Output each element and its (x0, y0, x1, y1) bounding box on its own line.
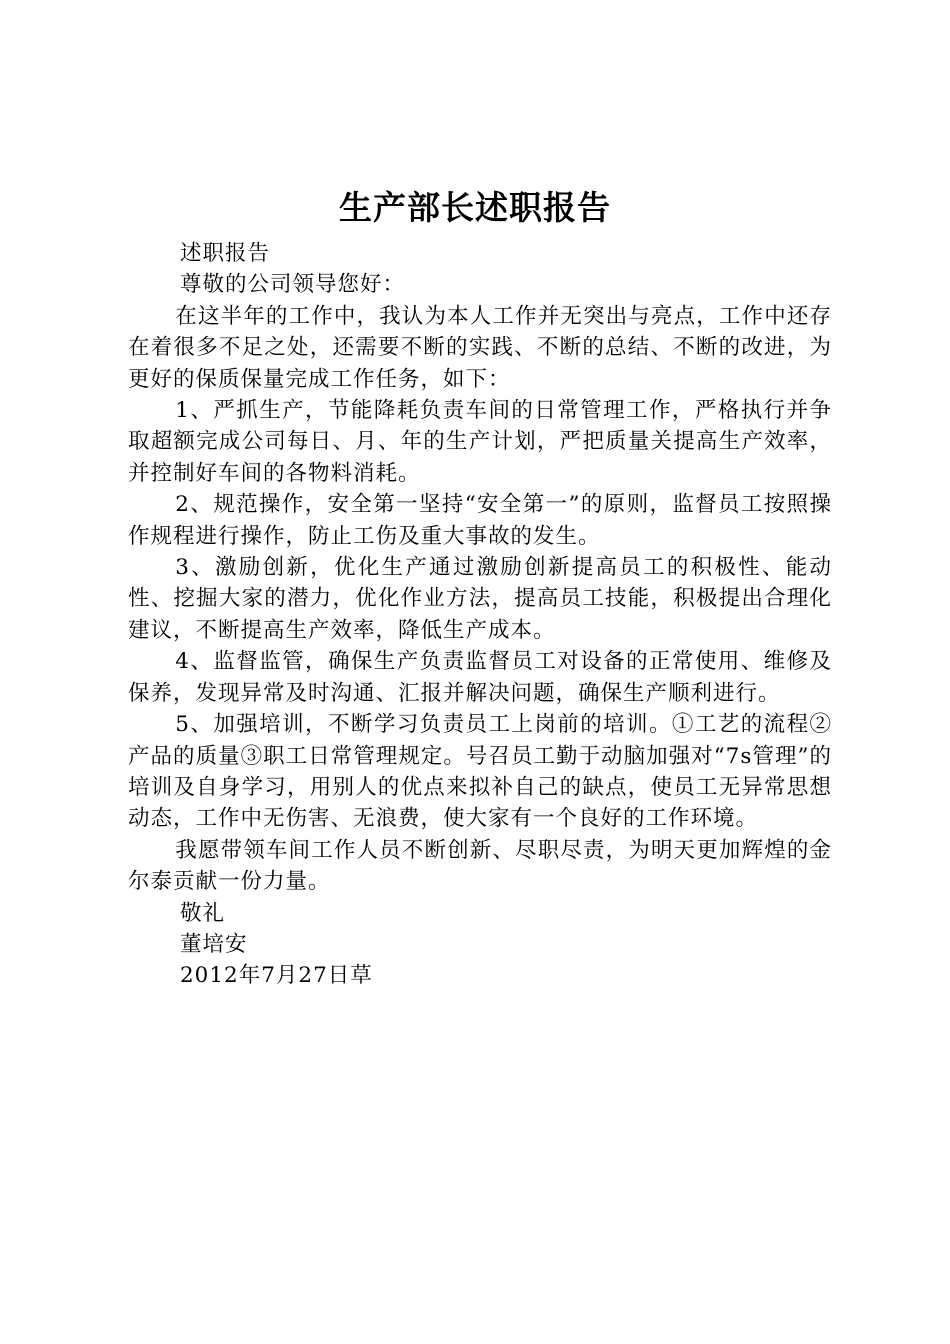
paragraph-item-4: 4、监督监管，确保生产负责监督员工对设备的正常使用、维修及保养，发现异常及时沟通、汇报并解决问题，确保生产顺利进行。 (128, 649, 832, 706)
date-line: 2012年7月27日草 (180, 963, 373, 989)
greeting-line: 尊敬的公司领导您好： (180, 272, 406, 298)
document-title: 生产部长述职报告 (339, 188, 611, 227)
paragraph-conclusion: 我愿带领车间工作人员不断创新、尽职尽责，为明天更加辉煌的金尔泰贡献一份力量。 (128, 837, 832, 895)
paragraph-item-1: 1、严抓生产，节能降耗负责车间的日常管理工作，严格执行并争取超额完成公司每日、月、年的生产计划，严把质量关提高生产效率，并控制好车间的各物料消耗。 (128, 398, 832, 486)
subtitle-line: 述职报告 (180, 241, 271, 266)
paragraph-intro: 在这半年的工作中，我认为本人工作并无突出与亮点，工作中还存在着很多不足之处，还需要不断的实践、不断的总结、不断的改进，为更好的保质保量完成工作任务，如下： (128, 303, 832, 392)
closing-line: 敬礼 (180, 900, 226, 926)
paragraph-item-3: 3、激励创新，优化生产通过激励创新提高员工的积极性、能动性、挖掘大家的潜力，优化作业方法，提高员工技能，积极提出合理化建议，不断提高生产效率，降低生产成本。 (128, 555, 832, 643)
paragraph-item-2: 2、规范操作，安全第一坚持“安全第一”的原则，监督员工按照操作规程进行操作，防止工伤及重大事故的发生。 (128, 492, 832, 549)
paragraph-item-5: 5、加强培训，不断学习负责员工上岗前的培训。①工艺的流程②产品的质量③职工日常管理规定。号召员工勤于动脑加强对“7s管理”的培训及自身学习，用别人的优点来拟补自己的缺点，使员工无异常思想动态，工作中无伤害、无浪费，使大家有一个良好的工作环境。 (128, 712, 832, 832)
signature-line: 董培安 (180, 931, 248, 957)
document-body (128, 238, 832, 992)
